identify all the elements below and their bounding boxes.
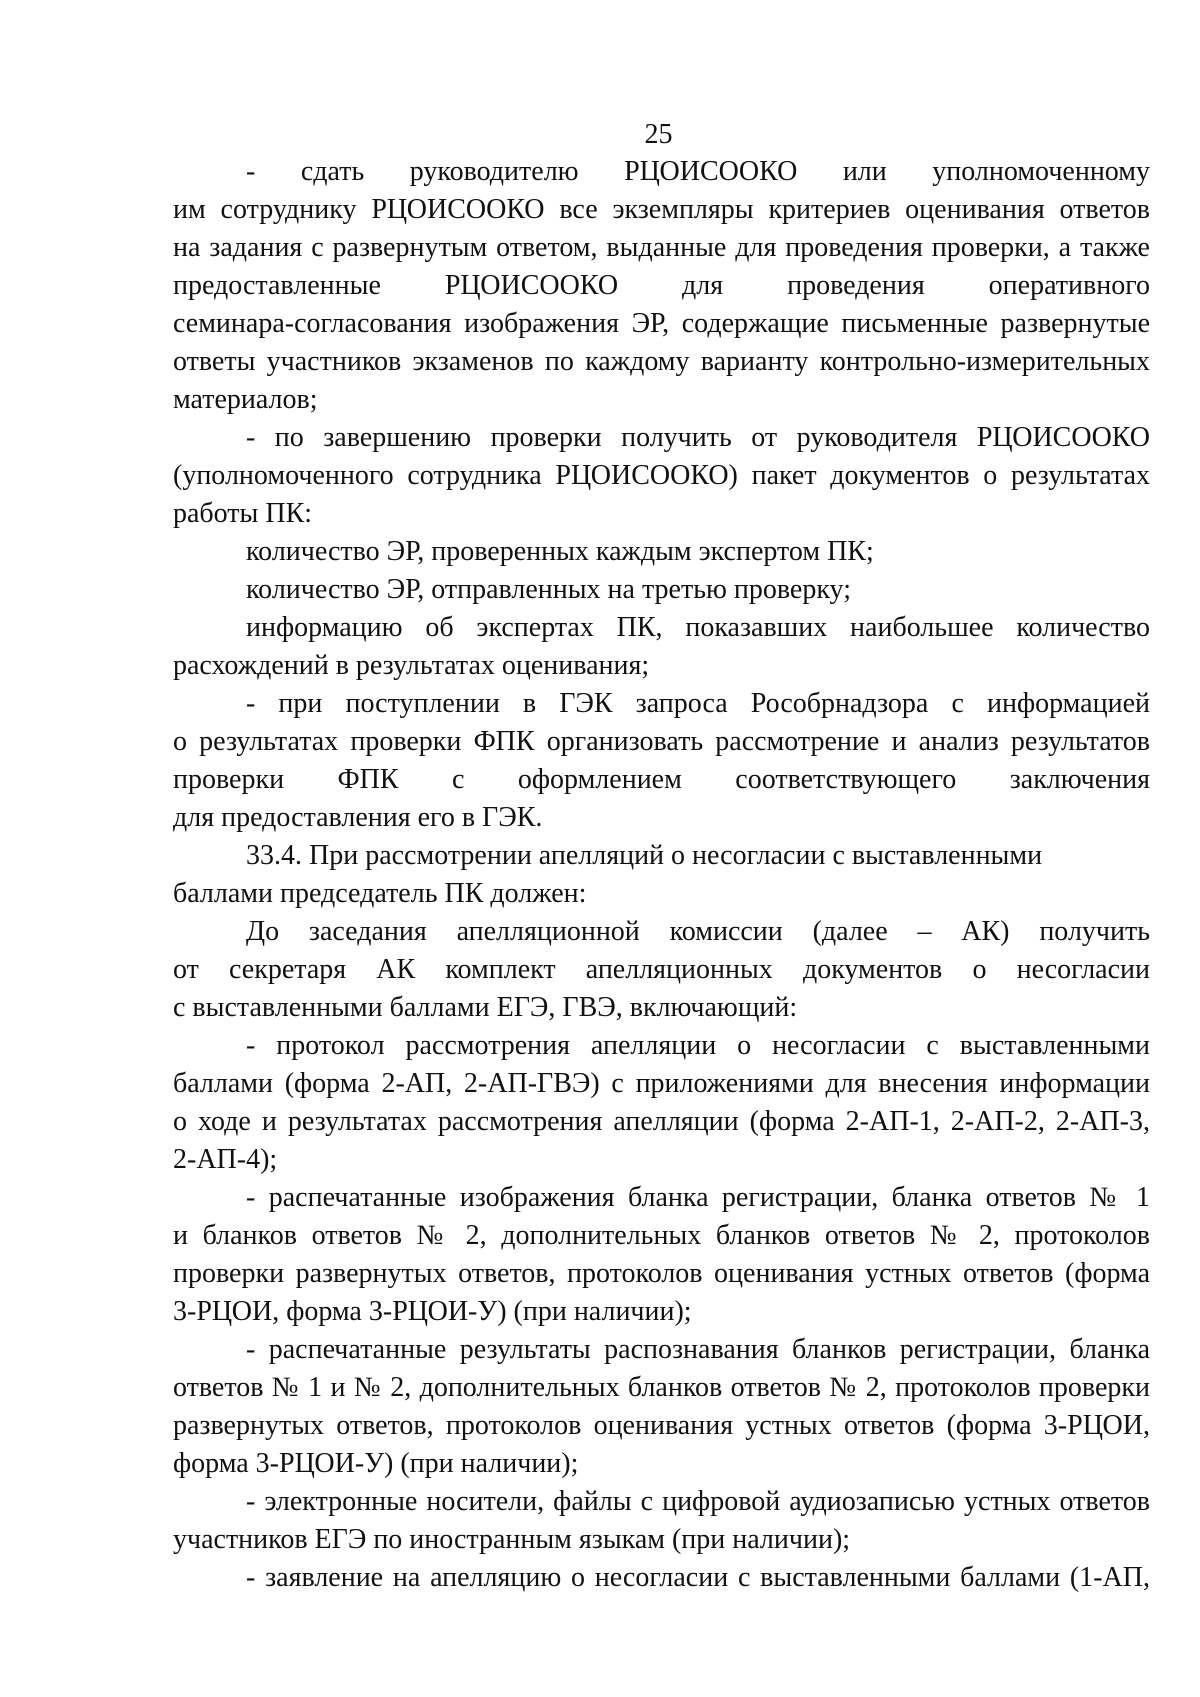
text-line: семинара-согласования изображения ЭР, содержащие письменные развернутые	[173, 308, 1150, 339]
text-line: количество ЭР, проверенных каждым экспертом ПК;	[246, 536, 874, 567]
text-line: 33.4. При рассмотрении апелляций о несогласии с выставленными	[246, 840, 1043, 871]
text-line: с выставленными баллами ЕГЭ, ГВЭ, включающий:	[173, 992, 798, 1023]
text-line: на задания с развернутым ответом, выданные для проведения проверки, а также	[173, 232, 1150, 263]
text-line: о результатах проверки ФПК организовать рассмотрение и анализ результатов	[173, 726, 1150, 757]
text-line: - электронные носители, файлы с цифровой аудиозаписью устных ответов	[246, 1486, 1150, 1517]
text-line: от секретаря АК комплект апелляционных документов о несогласии	[173, 954, 1150, 985]
text-line: - распечатанные изображения бланка регистрации, бланка ответов № 1	[246, 1182, 1150, 1213]
text-line: проверки ФПК с оформлением соответствующего заключения	[173, 764, 1150, 795]
text-line: материалов;	[173, 384, 318, 415]
text-line: количество ЭР, отправленных на третью проверку;	[246, 574, 851, 605]
text-line: участников ЕГЭ по иностранным языкам (при наличии);	[173, 1524, 851, 1555]
text-line: - по завершению проверки получить от руководителя РЦОИСООКО	[246, 422, 1150, 453]
text-line: и бланков ответов № 2, дополнительных бланков ответов № 2, протоколов	[173, 1220, 1150, 1251]
text-line: предоставленные РЦОИСООКО для проведения оперативного	[173, 270, 1150, 301]
text-line: ответов № 1 и № 2, дополнительных бланков ответов № 2, протоколов проверки	[173, 1372, 1150, 1403]
page-number: 25	[644, 119, 673, 150]
text-line: (уполномоченного сотрудника РЦОИСООКО) пакет документов о результатах	[173, 460, 1150, 491]
text-line: 2-АП-4);	[173, 1144, 278, 1175]
text-line: - заявление на апелляцию о несогласии с выставленными баллами (1-АП,	[246, 1562, 1150, 1593]
text-line: им сотруднику РЦОИСООКО все экземпляры критериев оценивания ответов	[173, 194, 1150, 225]
text-line: для предоставления его в ГЭК.	[173, 802, 543, 833]
text-line: - распечатанные результаты распознавания бланков регистрации, бланка	[246, 1334, 1150, 1365]
text-line: проверки развернутых ответов, протоколов оценивания устных ответов (форма	[173, 1258, 1150, 1289]
document-body	[173, 153, 1150, 1597]
text-line: ответы участников экзаменов по каждому варианту контрольно-измерительных	[173, 346, 1150, 377]
text-line: баллами председатель ПК должен:	[173, 878, 587, 909]
text-line: - сдать руководителю РЦОИСООКО или уполномоченному	[246, 156, 1150, 187]
text-line: - при поступлении в ГЭК запроса Рособрнадзора с информацией	[246, 688, 1150, 719]
text-line: 3-РЦОИ, форма 3-РЦОИ-У) (при наличии);	[173, 1296, 692, 1327]
text-line: баллами (форма 2-АП, 2-АП-ГВЭ) с приложениями для внесения информации	[173, 1068, 1150, 1099]
text-line: о ходе и результатах рассмотрения апелляции (форма 2-АП-1, 2-АП-2, 2-АП-3,	[173, 1106, 1150, 1137]
text-line: работы ПК:	[173, 498, 313, 529]
text-line: - протокол рассмотрения апелляции о несогласии с выставленными	[246, 1030, 1150, 1061]
text-line: информацию об экспертах ПК, показавших наибольшее количество	[246, 612, 1150, 643]
text-line: форма 3-РЦОИ-У) (при наличии);	[173, 1448, 579, 1479]
text-line: расхождений в результатах оценивания;	[173, 650, 650, 681]
text-line: До заседания апелляционной комиссии (далее – АК) получить	[246, 916, 1150, 947]
text-line: развернутых ответов, протоколов оценивания устных ответов (форма 3-РЦОИ,	[173, 1410, 1150, 1441]
